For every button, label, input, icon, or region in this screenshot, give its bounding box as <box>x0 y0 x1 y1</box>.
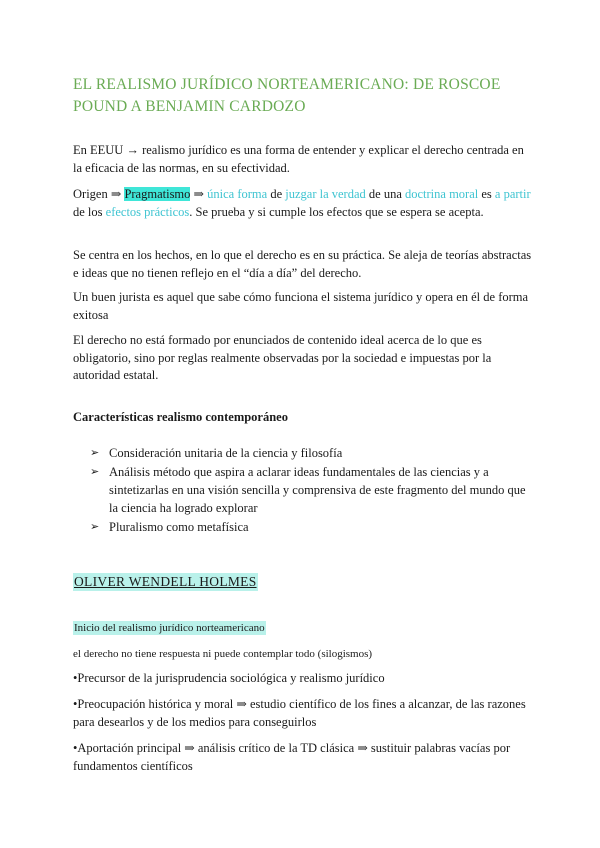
pragmatismo-highlight: Pragmatismo <box>124 187 191 201</box>
holmes-heading: OLIVER WENDELL HOLMES <box>74 574 257 589</box>
list-item-text: Consideración unitaria de la ciencia y filosofía <box>109 446 343 460</box>
arrow-bullet-icon: ➢ <box>90 520 100 533</box>
list-item <box>73 518 533 536</box>
arrow-bullet-icon: ➢ <box>90 446 100 459</box>
caracteristicas-heading: Características realismo contemporáneo <box>73 410 288 424</box>
list-item <box>73 444 533 462</box>
origen-paragraph <box>73 186 533 221</box>
item-aportacion: •Aportación principal ⇒ análisis crítico de la TD clásica ⇒ sustituir palabras vacías por fundamentos científicos <box>73 741 511 773</box>
list-item-text: Pluralismo como metafísica <box>109 520 249 534</box>
origen-de-una: de una <box>365 187 405 201</box>
list-item-text: Análisis método que aspira a aclarar ideas fundamentales de las ciencias y a sintetizarlas en una visión sencilla y comprensiva de este fragmento del mundo que la ciencia ha logrado explorar <box>109 465 526 515</box>
intro-paragraph: En EEUU → realismo jurídico es una forma de entender y explicar el derecho centrada en la eficacia de las normas, en su efectividad. <box>73 143 524 175</box>
doctrina-text: doctrina moral <box>405 187 479 201</box>
item-precursor: •Precursor de la jurisprudencia sociológica y realismo jurídico <box>73 671 385 685</box>
efectos-text: efectos prácticos <box>105 204 190 219</box>
origen-de: de <box>267 187 286 201</box>
silogismos-text: el derecho no tiene respuesta ni puede contemplar todo (silogismos) <box>73 648 373 660</box>
origen-rest: . Se prueba y si cumple los efectos que se espera se acepta. <box>189 204 484 219</box>
origen-arrow: ⇒ <box>190 187 208 201</box>
arrow-bullet-icon: ➢ <box>90 465 100 478</box>
hechos-paragraph: Se centra en los hechos, en lo que el derecho es en su práctica. Se aleja de teorías abstractas e ideas que no tienen reflejo en el “día a día” del derecho. <box>73 248 532 280</box>
origen-prefix: Origen ⇒ <box>73 187 125 201</box>
a-partir-text: a partir <box>494 187 531 201</box>
derecho-paragraph: El derecho no está formado por enunciados de contenido ideal acerca de lo que es obligatorio, sino por reglas realmente observadas por la sociedad e impuestas por la autoridad estatal. <box>73 333 492 382</box>
jurista-paragraph: Un buen jurista es aquel que sabe cómo funciona el sistema jurídico y opera en él de forma exitosa <box>73 290 529 322</box>
origen-de-los: de los <box>73 204 106 219</box>
unica-forma-text: única forma <box>207 187 268 201</box>
inicio-highlight: Inicio del realismo jurídico norteamericano <box>74 622 265 634</box>
origen-es: es <box>478 187 495 201</box>
juzgar-text: juzgar la verdad <box>285 187 366 201</box>
item-preocupacion: •Preocupación histórica y moral ⇒ estudio científico de los fines a alcanzar, de las razones para desearlos y de los medios para conseguirlos <box>73 697 526 729</box>
caracteristicas-list <box>73 444 533 537</box>
document-title: EL REALISMO JURÍDICO NORTEAMERICANO: DE ROSCOE POUND A BENJAMIN CARDOZO <box>73 76 501 115</box>
list-item <box>73 463 533 517</box>
